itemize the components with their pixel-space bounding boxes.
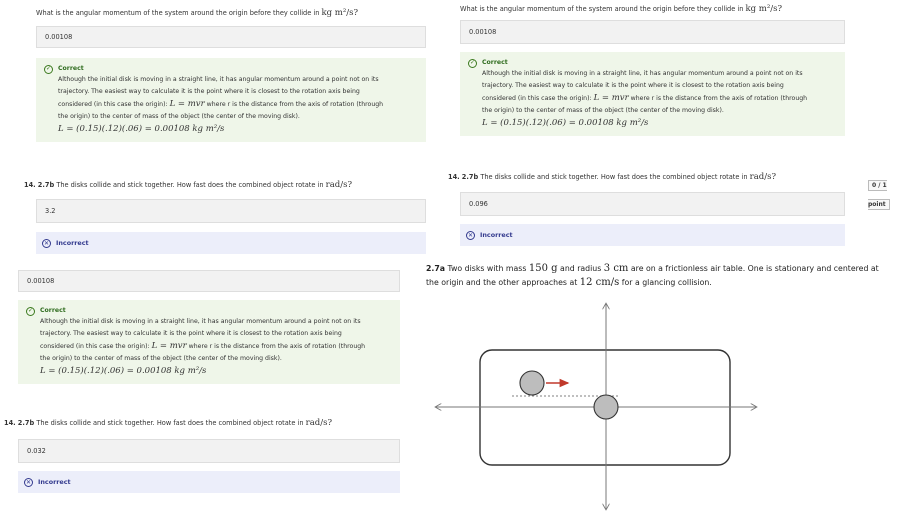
points-badge <box>868 172 910 210</box>
incorrect-label: Incorrect <box>480 231 513 239</box>
answer-value: 0.00108 <box>45 33 73 41</box>
feedback-header <box>468 58 837 68</box>
problem-text: for a glancing collision. <box>619 278 712 287</box>
answer-value: 0.00108 <box>27 277 55 285</box>
question-unit: kg m²/s? <box>321 8 359 18</box>
explanation-line <box>482 92 837 105</box>
question-14-rotation <box>448 172 776 182</box>
problem-radius: 3 cm <box>603 263 629 274</box>
explanation-text: considered (in this case the origin): <box>482 95 594 102</box>
stationary-disk <box>594 395 618 419</box>
explanation-line <box>58 98 418 111</box>
x-circle-icon: ✕ <box>467 231 474 239</box>
explanation-formula: L = mvr <box>151 341 187 351</box>
air-table-diagram <box>430 300 770 512</box>
explanation-line: trajectory. The easiest way to calculate it is the point where it is closest to the rotation axis being <box>58 88 360 95</box>
question-number: 14. <box>448 173 460 181</box>
question-text: The disks collide and stick together. How fast does the combined object rotate in <box>36 419 306 427</box>
question-unit: rad/s? <box>325 180 352 190</box>
problem-text: and radius <box>557 264 604 273</box>
x-circle-icon: ✕ <box>43 239 50 247</box>
question-text: What is the angular momentum of the system around the origin before they collide in <box>36 9 322 17</box>
question-text: What is the angular momentum of the system around the origin before they collide in <box>460 5 746 13</box>
question-unit: rad/s? <box>749 172 776 182</box>
explanation-text: considered (in this case the origin): <box>58 101 170 108</box>
feedback-incorrect <box>18 471 400 493</box>
question-code: 2.7b <box>37 181 55 189</box>
points-value: 0 / 1 point <box>868 180 890 210</box>
question-angular-momentum <box>460 4 782 14</box>
explanation-formula: L = mvr <box>593 93 629 103</box>
answer-field[interactable] <box>36 199 426 223</box>
check-circle-icon: ✓ <box>469 59 476 66</box>
explanation-equation: L = (0.15)(.12)(.06) = 0.00108 kg m²/s <box>482 118 649 128</box>
question-code: 2.7b <box>17 419 35 427</box>
feedback-header <box>26 306 392 316</box>
question-text: The disks collide and stick together. How fast does the combined object rotate in <box>56 181 326 189</box>
problem-speed: 12 cm/s <box>579 277 620 288</box>
check-circle-icon: ✓ <box>45 65 52 72</box>
incorrect-label: Incorrect <box>38 478 71 486</box>
explanation-line: the origin) to the center of mass of the object (the center of the moving disk). <box>40 355 282 362</box>
feedback-incorrect <box>36 232 426 254</box>
question-14-rotation <box>4 418 332 428</box>
explanation-line: Although the initial disk is moving in a straight line, it has angular momentum around a point not on its <box>40 318 361 325</box>
problem-code: 2.7a <box>426 264 446 273</box>
feedback-incorrect <box>460 224 845 246</box>
problem-line-2 <box>426 276 906 290</box>
problem-text: Two disks with mass <box>445 264 529 273</box>
correct-label: Correct <box>58 65 84 72</box>
explanation-line: Although the initial disk is moving in a straight line, it has angular momentum around a point not on its <box>482 70 803 77</box>
feedback-correct <box>460 52 845 136</box>
question-14-rotation <box>24 180 352 190</box>
answer-field[interactable] <box>36 26 426 48</box>
answer-value: 0.032 <box>27 447 46 455</box>
feedback-correct <box>36 58 426 142</box>
explanation-text: where r is the distance from the axis of rotation (through <box>628 95 808 102</box>
explanation <box>468 68 837 129</box>
answer-field[interactable] <box>18 439 400 463</box>
explanation-line: the origin) to the center of mass of the object (the center of the moving disk). <box>482 107 724 114</box>
explanation-equation: L = (0.15)(.12)(.06) = 0.00108 kg m²/s <box>58 124 225 134</box>
answer-field[interactable] <box>460 20 845 44</box>
explanation-text: where r is the distance from the axis of rotation (through <box>186 343 366 350</box>
answer-value: 3.2 <box>45 207 56 215</box>
question-unit: rad/s? <box>305 418 332 428</box>
explanation-formula: L = mvr <box>169 99 205 109</box>
explanation-line: the origin) to the center of mass of the object (the center of the moving disk). <box>58 113 300 120</box>
moving-disk <box>520 371 544 395</box>
problem-mass: 150 g <box>528 263 558 274</box>
problem-text: are on a frictionless air table. One is stationary and centered at <box>628 264 879 273</box>
problem-text: the origin and the other approaches at <box>426 278 580 287</box>
correct-label: Correct <box>40 307 66 314</box>
question-code: 2.7b <box>461 173 479 181</box>
explanation-line: trajectory. The easiest way to calculate it is the point where it is closest to the rotation axis being <box>40 330 342 337</box>
explanation <box>26 316 392 377</box>
answer-field[interactable] <box>460 192 845 216</box>
problem-line-1 <box>426 262 906 276</box>
check-circle-icon: ✓ <box>27 307 34 314</box>
explanation-text: where r is the distance from the axis of rotation (through <box>204 101 384 108</box>
feedback-correct <box>18 300 400 384</box>
problem-statement <box>426 262 906 290</box>
explanation <box>44 74 418 135</box>
question-angular-momentum <box>36 8 358 18</box>
explanation-line: trajectory. The easiest way to calculate it is the point where it is closest to the rotation axis being <box>482 82 784 89</box>
explanation-text: considered (in this case the origin): <box>40 343 152 350</box>
question-text: The disks collide and stick together. How fast does the combined object rotate in <box>480 173 750 181</box>
question-number: 14. <box>24 181 36 189</box>
feedback-header <box>44 64 418 74</box>
answer-value: 0.00108 <box>469 28 497 36</box>
question-number: 14. <box>4 419 16 427</box>
x-circle-icon: ✕ <box>25 478 32 486</box>
correct-label: Correct <box>482 59 508 66</box>
explanation-line: Although the initial disk is moving in a straight line, it has angular momentum around a point not on its <box>58 76 379 83</box>
incorrect-label: Incorrect <box>56 239 89 247</box>
explanation-equation: L = (0.15)(.12)(.06) = 0.00108 kg m²/s <box>40 366 207 376</box>
answer-value: 0.096 <box>469 200 488 208</box>
question-unit: kg m²/s? <box>745 4 783 14</box>
answer-field[interactable] <box>18 270 400 292</box>
explanation-line <box>40 340 392 353</box>
